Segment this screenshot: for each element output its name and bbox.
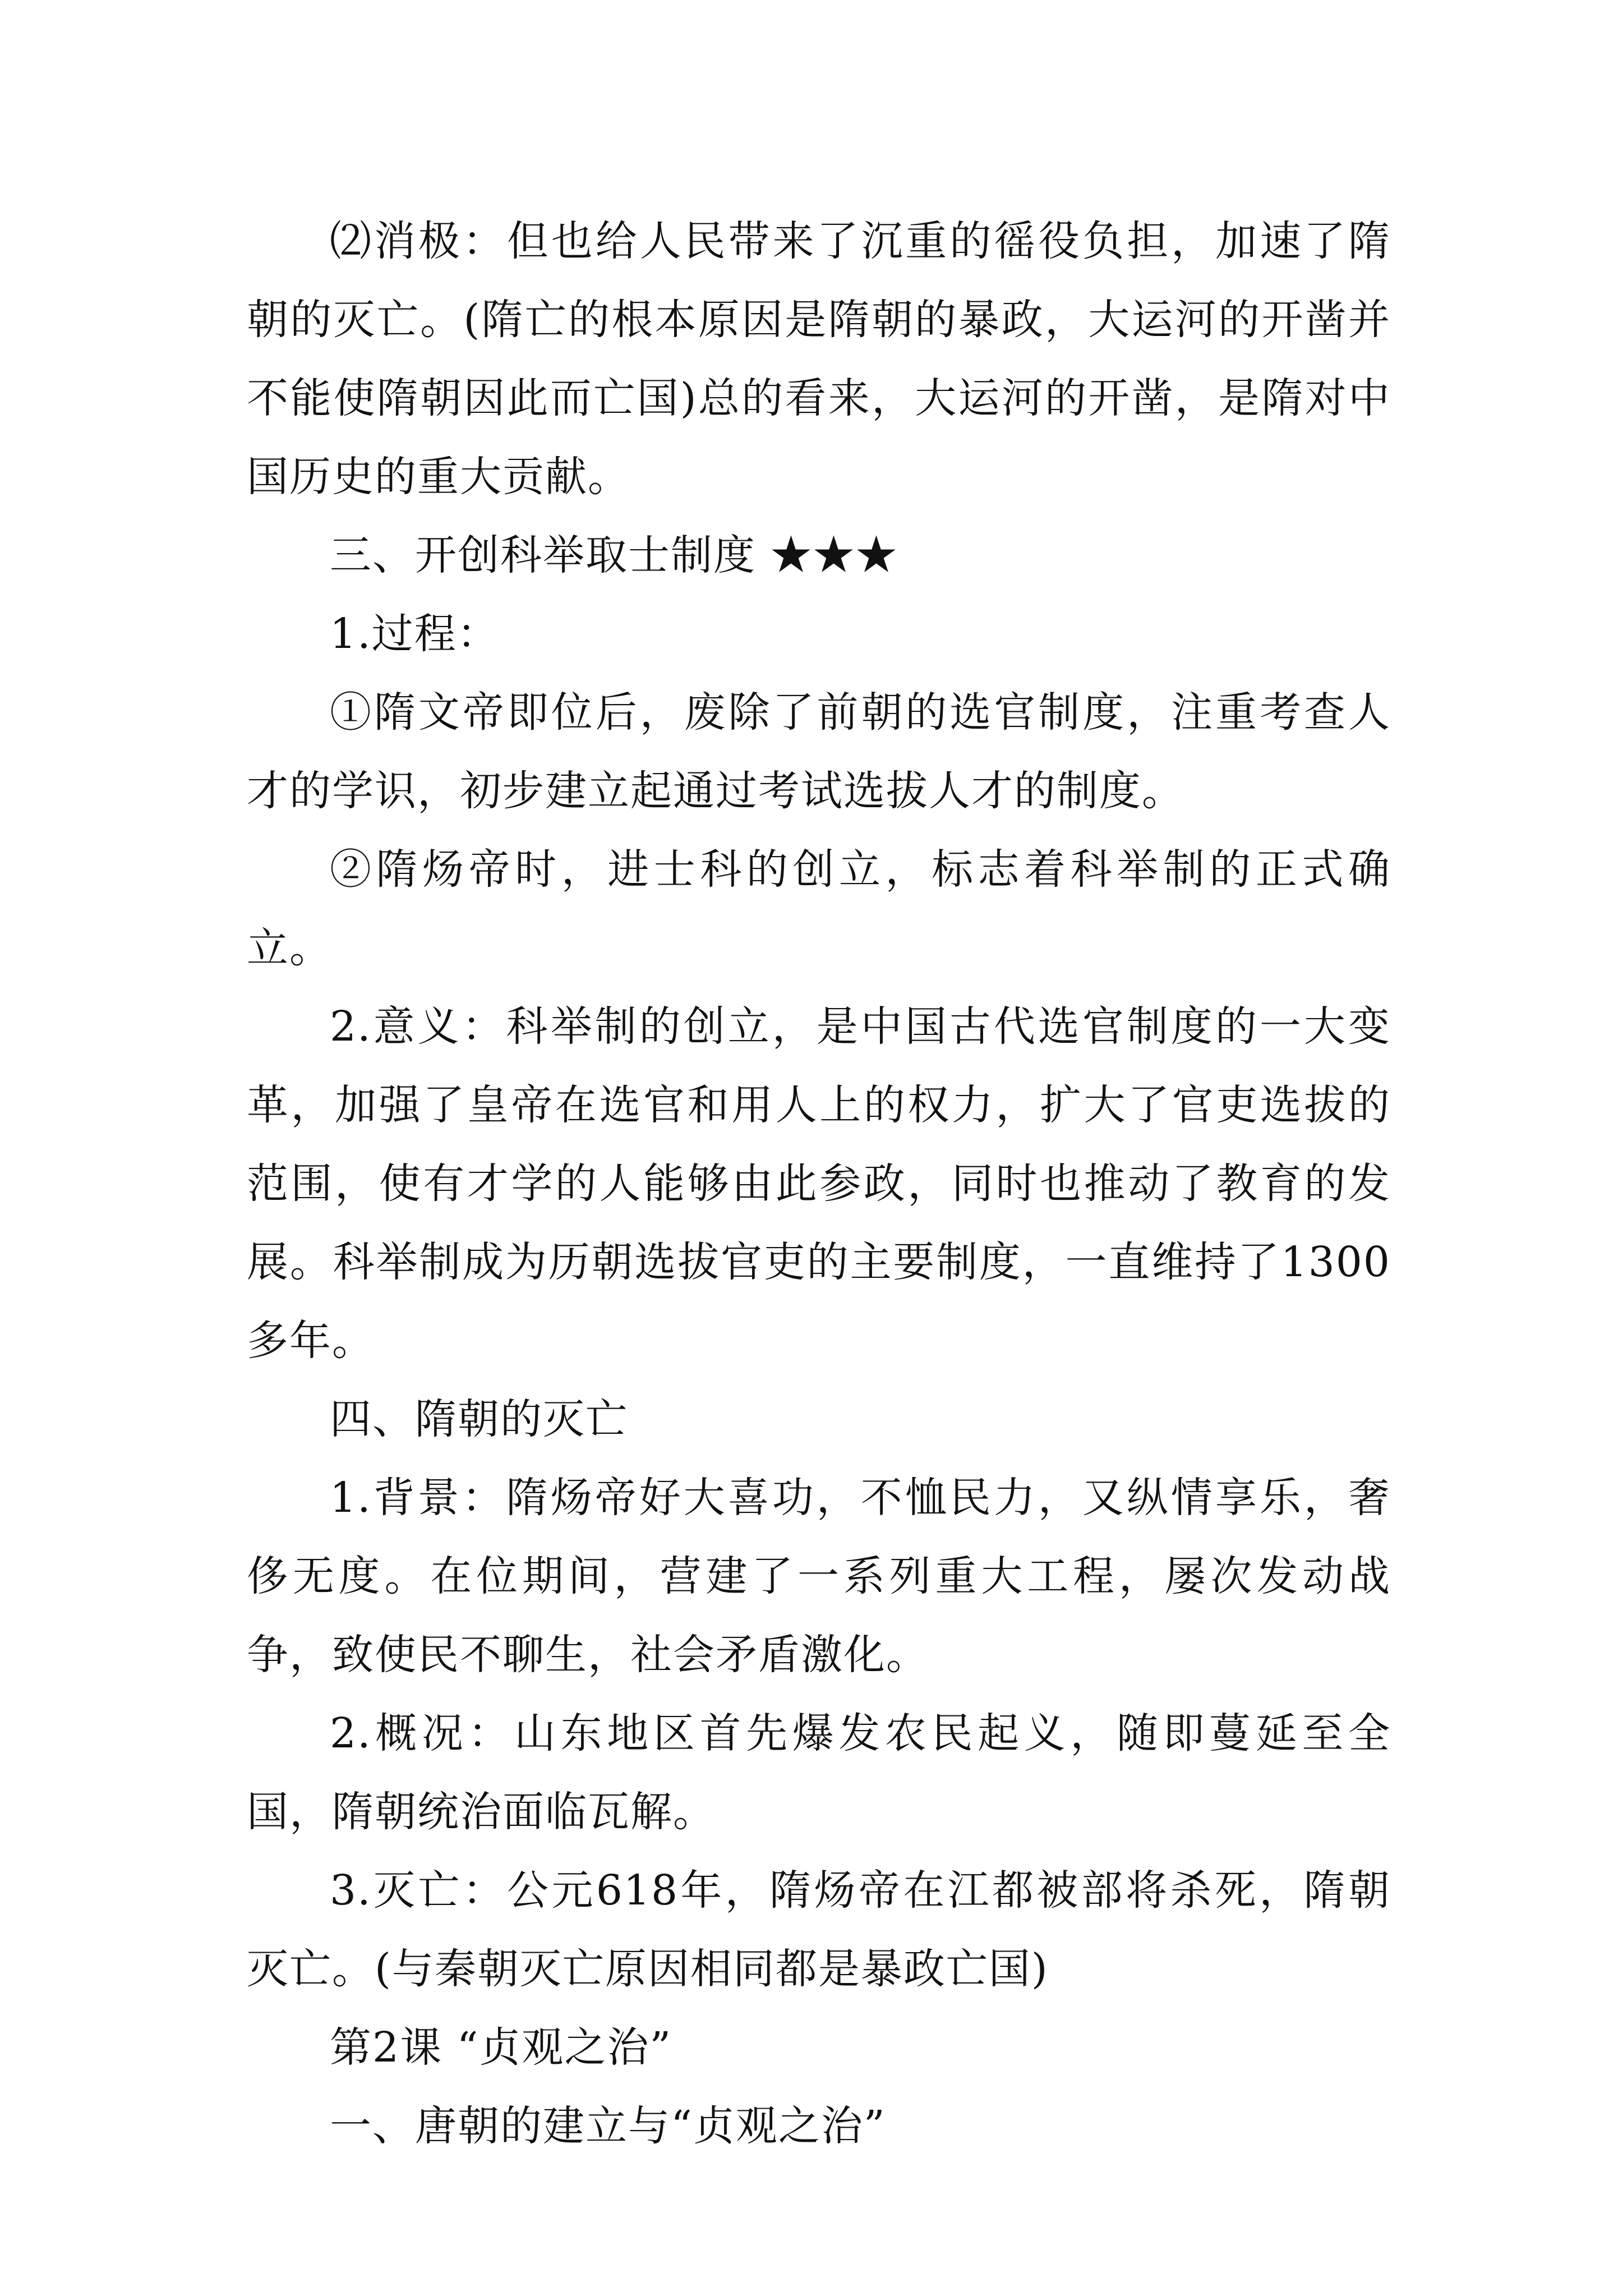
lesson-heading: 第2课 “贞观之治” (330, 2023, 672, 2072)
section-heading-tang: 一、唐朝的建立与“贞观之治” (330, 2102, 886, 2150)
section-heading-imperial-exam: 三、开创科举取士制度 ★★★ (330, 531, 898, 579)
paragraph-fall: 3.灭亡：公元618年，隋炀帝在江都被部将杀死，隋朝灭亡。(与秦朝灭亡原因相同都是暴政亡国) (247, 1866, 1391, 1993)
document-body (247, 202, 1391, 2165)
section-heading-sui-fall: 四、隋朝的灭亡 (330, 1395, 628, 1443)
paragraph-background: 1.背景：隋炀帝好大喜功，不恤民力，又纵情享乐，奢侈无度。在位期间，营建了一系列重大工程，屡次发动战争，致使民不聊生，社会矛盾激化。 (247, 1474, 1391, 1679)
paragraph-negative-effects: ⑵消极：但也给人民带来了沉重的徭役负担，加速了隋朝的灭亡。(隋亡的根本原因是隋朝的暴政，大运河的开凿并不能使隋朝因此而亡国)总的看来，大运河的开凿，是隋对中国历史的重大贡献。 (247, 217, 1391, 501)
paragraph-overview: 2.概况：山东地区首先爆发农民起义，随即蔓延至全国，隋朝统治面临瓦解。 (247, 1709, 1391, 1836)
paragraph-process-1: ①隋文帝即位后，废除了前朝的选官制度，注重考查人才的学识，初步建立起通过考试选拔人才的制度。 (247, 688, 1391, 815)
subheading-process: 1.过程： (330, 610, 500, 658)
paragraph-significance: 2.意义：科举制的创立，是中国古代选官制度的一大变革，加强了皇帝在选官和用人上的权力，扩大了官吏选拔的范围，使有才学的人能够由此参政，同时也推动了教育的发展。科举制成为历朝选拔官吏的主要制度，一直维持了1300多年。 (247, 1002, 1391, 1365)
paragraph-process-2: ②隋炀帝时，进士科的创立，标志着科举制的正式确立。 (247, 845, 1391, 972)
